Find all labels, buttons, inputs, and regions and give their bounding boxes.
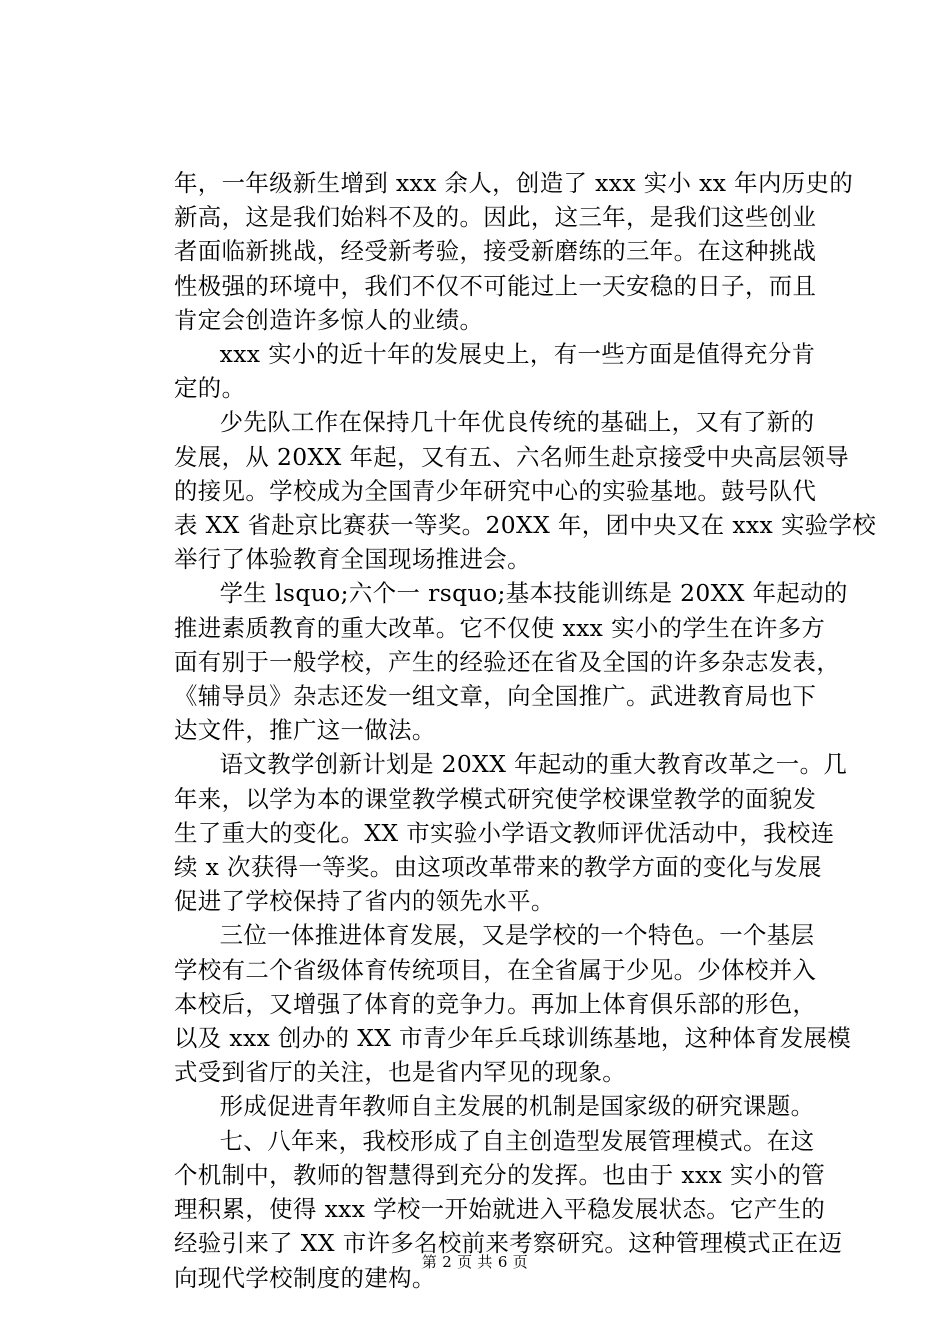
text-line: 式受到省厅的关注，也是省内罕见的现象。	[174, 1058, 627, 1087]
text-line: 个机制中，教师的智慧得到充分的发挥。也由于 xxx 实小的管	[174, 1160, 826, 1189]
text-line: 少先队工作在保持几十年优良传统的基础上，又有了新的	[219, 408, 815, 437]
paragraph	[174, 1089, 815, 1123]
paragraph	[174, 747, 848, 918]
text-line: 年，一年级新生增到 xxx 余人，创造了 xxx 实小 xx 年内历史的	[174, 169, 854, 197]
text-line: 推进素质教育的重大改革。它不仅使 xxx 实小的学生在许多方	[174, 613, 826, 642]
text-line: 语文教学创新计划是 20XX 年起动的重大教育改革之一。几	[219, 750, 848, 779]
text-line: 发展，从 20XX 年起，又有五、六名师生赴京接受中央高层领导	[174, 442, 850, 471]
text-line: 新高，这是我们始料不及的。因此，这三年，是我们这些创业	[174, 203, 817, 232]
text-line: 经验引来了 XX 市许多名校前来考察研究。这种管理模式正在迈	[174, 1229, 843, 1258]
text-line: 学校有二个省级体育传统项目，在全省属于少见。少体校并入	[174, 955, 817, 984]
text-line: 者面临新挑战，经受新考验，接受新磨练的三年。在这种挑战	[174, 237, 817, 266]
paragraph	[174, 918, 852, 1089]
text-line: 向现代学校制度的建构。	[174, 1263, 436, 1292]
text-line: 表 XX 省赴京比赛获一等奖。20XX 年，团中央又在 xxx 实验学校	[174, 511, 877, 540]
document-body	[174, 166, 877, 1295]
text-line: 学生 lsquo;六个一 rsquo;基本技能训练是 20XX 年起动的	[219, 579, 848, 608]
page-number-footer: 第 2 页 共 6 页	[421, 1253, 529, 1271]
text-line: xxx 实小的近十年的发展史上，有一些方面是值得充分肯	[219, 340, 816, 369]
paragraph	[174, 576, 848, 747]
paragraph	[174, 166, 854, 337]
text-line: 三位一体推进体育发展，又是学校的一个特色。一个基层	[219, 921, 815, 950]
text-line: 达文件，推广这一做法。	[174, 716, 436, 745]
text-line: 生了重大的变化。XX 市实验小学语文教师评优活动中，我校连	[174, 818, 835, 847]
text-line: 理积累，使得 xxx 学校一开始就进入平稳发展状态。它产生的	[174, 1195, 826, 1224]
paragraph	[174, 405, 877, 576]
text-line: 举行了体验教育全国现场推进会。	[174, 545, 531, 574]
text-line: 形成促进青年教师自主发展的机制是国家级的研究课题。	[219, 1092, 815, 1121]
paragraph	[174, 337, 816, 405]
text-line: 续 x 次获得一等奖。由这项改革带来的教学方面的变化与发展	[174, 853, 822, 882]
text-line: 本校后，又增强了体育的竞争力。再加上体育俱乐部的形色，	[174, 989, 817, 1018]
text-line: 以及 xxx 创办的 XX 市青少年乒乓球训练基地，这种体育发展模	[174, 1024, 852, 1053]
text-line: 七、八年来，我校形成了自主创造型发展管理模式。在这	[219, 1126, 815, 1155]
text-line: 《辅导员》杂志还发一组文章，向全国推广。武进教育局也下	[174, 682, 817, 711]
text-line: 肯定会创造许多惊人的业绩。	[174, 305, 484, 334]
text-line: 促进了学校保持了省内的领先水平。	[174, 887, 555, 916]
text-line: 年来，以学为本的课堂教学模式研究使学校课堂教学的面貌发	[174, 784, 817, 813]
text-line: 性极强的环境中，我们不仅不可能过上一天安稳的日子，而且	[174, 271, 817, 300]
text-line: 面有别于一般学校，产生的经验还在省及全国的许多杂志发表，	[174, 647, 841, 676]
text-line: 的接见。学校成为全国青少年研究中心的实验基地。鼓号队代	[174, 476, 817, 505]
text-line: 定的。	[174, 374, 246, 403]
